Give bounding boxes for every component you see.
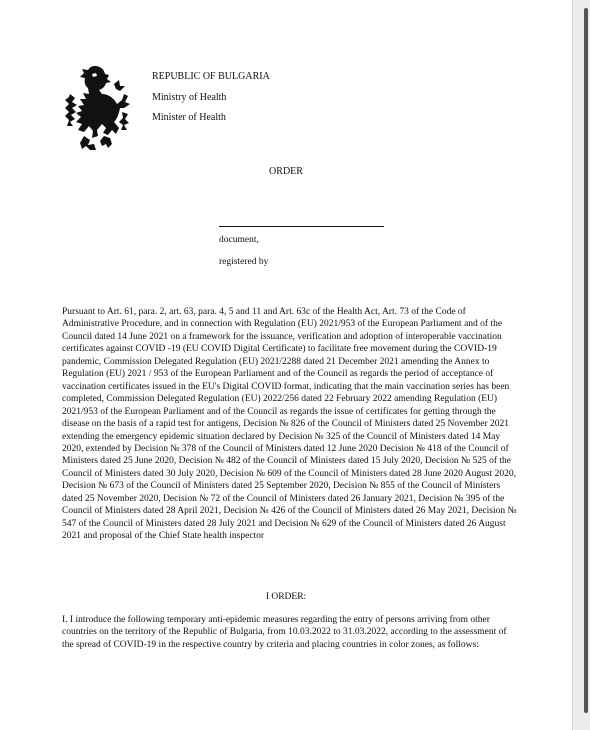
scrollbar-thumb[interactable] [584, 8, 588, 713]
letterhead [152, 67, 270, 129]
registration-by-label: registered by [219, 257, 269, 267]
i-order-heading: I ORDER: [265, 592, 307, 602]
lion-coat-of-arms-icon [62, 64, 132, 152]
country-name: REPUBLIC OF BULGARIA [152, 71, 270, 82]
minister-title: Minister of Health [152, 112, 226, 123]
signature-line [219, 226, 384, 227]
preamble-paragraph: Pursuant to Art. 61, para. 2, art. 63, para. 4, 5 and 11 and Art. 63c of the Health Act, Art. 73 of the Code of Administrative Procedure, and in connection with Regulation (EU) 2021/953 of the European Parliament and of the Council dated 14 June 2021 on a framework for the issuance, verification and adoption of interoperable vaccination certificates against COVID -19 (EU COVID Digital Certificate) to facilitate free movement during the COVID-19 pandemic, Commission Delegated Regulation (EU) 2021/2288 dated 21 December 2021 amending the Annex to Regulation (EU) 2021 / 953 of the European Parliament and of the Council as regards the period of acceptance of vaccination certificates issued in the EU's Digital COVID format, indicating that the main vaccination series has been completed, Commission Delegated Regulation (EU) 2022/256 dated 22 February 2022 amending Regulation (EU) 2021/953 of the European Parliament and of the Council as regards the issue of certificates for getting through the disease on the basis of a rapid test for antigens, Decision № 826 of the Council of Ministers dated 25 November 2021 extending the emergency epidemic situation declared by Decision № 325 of the Council of Ministers dated 14 May 2020, extended by Decision № 378 of the Council of Ministers dated 12 June 2020 Decision № 418 of the Council of Ministers dated 25 June 2020, Decision № 482 of the Council of Ministers dated 15 July 2020, Decision № 525 of the Council of Ministers dated 30 July 2020, Decision № 609 of the Council of Ministers dated 28 June 2020 August 2020, Decision № 673 of the Council of Ministers dated 25 September 2020, Decision № 855 of the Council of Ministers dated 25 November 2020, Decision № 72 of the Council of Ministers dated 26 January 2021, Decision № 395 of the Council of Ministers dated 28 April 2021, Decision № 426 of the Council of Ministers dated 26 May 2021, Decision № 547 of the Council of Ministers dated 28 July 2021 and Decision № 629 of the Council of Ministers dated 26 August 2021 and proposal of the Chief State health inspector [62, 307, 517, 542]
registration-document-label: document, [219, 235, 259, 245]
section-1-paragraph: I. I introduce the following temporary anti-epidemic measures regarding the entry of persons arriving from other countries on the territory of the Republic of Bulgaria, from 10.03.2022 to 31.03.2022, according to the assessment of the spread of COVID-19 in the respective country by criteria and placing countries in color zones, as follows: [62, 615, 507, 650]
ministry-name: Ministry of Health [152, 91, 227, 103]
document-title: ORDER [269, 166, 303, 177]
